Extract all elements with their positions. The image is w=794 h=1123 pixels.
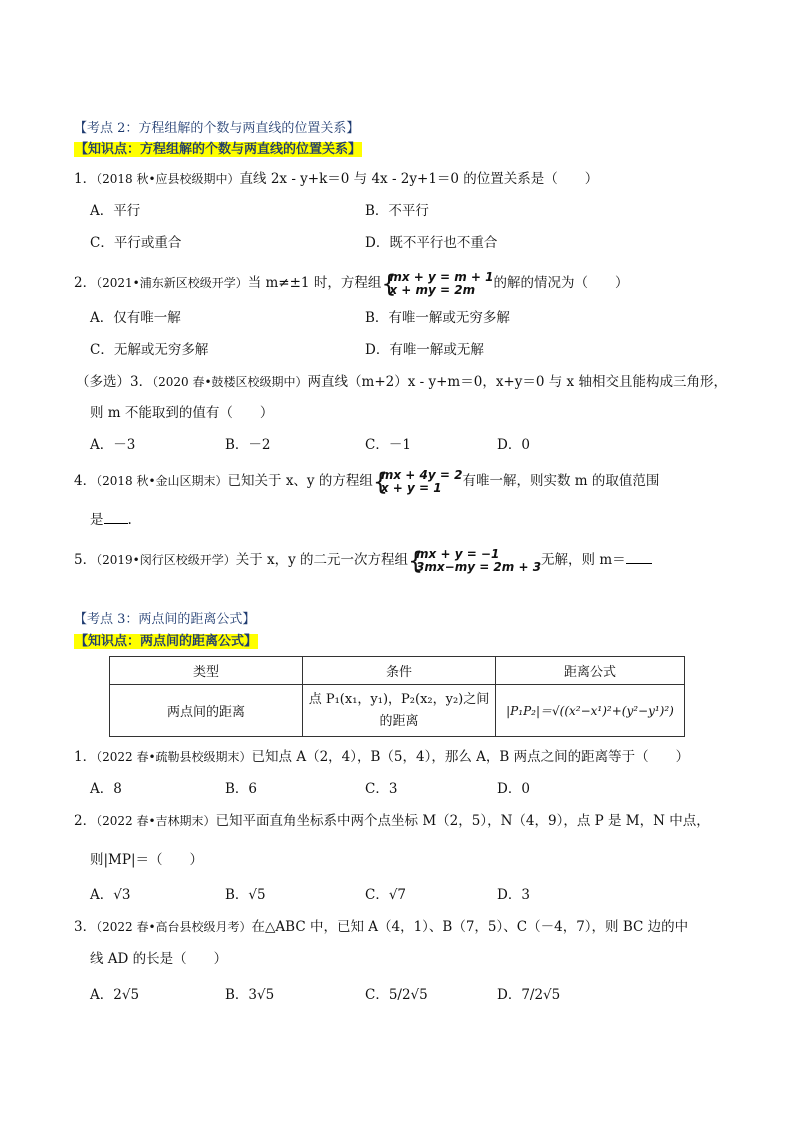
- option-c: C．－1: [365, 437, 411, 453]
- option-b: B．3√5: [225, 987, 275, 1003]
- option-d: D．0: [497, 437, 530, 453]
- question-2-line2: 则|MP|＝（ ）: [90, 852, 204, 868]
- answer-blank[interactable]: [104, 511, 128, 524]
- option-d: D．7/2√5: [497, 987, 561, 1003]
- equation-system: { mx + y = −1 3mx−my = 2m + 3: [408, 546, 542, 575]
- option-c: C．5/2√5: [365, 987, 428, 1003]
- question-4: 4．（2018 秋•金山区期末）已知关于 x、y 的方程组 { mx + 4y = 2 x + y = 1 有唯一解，则实数 m 的取值范围: [74, 467, 660, 496]
- table-header: 类型: [110, 657, 303, 685]
- option-c: C．3: [365, 781, 398, 797]
- option-b: B．－2: [225, 437, 271, 453]
- option-d: D．既不平行也不重合: [365, 235, 498, 251]
- table-cell-line: 点 P₁(x₁，y₁)，P₂(x₂，y₂)之间: [308, 691, 490, 707]
- question-2: 2．（2022 春•吉林期末）已知平面直角坐标系中两个点坐标 M（2，5），N（4，9），点 P 是 M，N 中点，: [74, 813, 710, 829]
- option-b: B．√5: [225, 887, 266, 903]
- option-a: A．仅有唯一解: [90, 310, 181, 326]
- formula-table: [109, 656, 685, 737]
- option-d: D．有唯一解或无解: [365, 342, 484, 358]
- question-2: 2．（2021•浦东新区校级开学）当 m≠±1 时，方程组 { mx + y = m + 1 x + my = 2m 的解的情况为（ ）: [74, 269, 629, 298]
- question-5: 5．（2019•闵行区校级开学）关于 x，y 的二元一次方程组 { mx + y = −1 3mx−my = 2m + 3 无解，则 m＝: [74, 545, 652, 575]
- question-3: 3．（2022 春•高台县校级月考）在△ABC 中，已知 A（4，1）、B（7，5）、C（－4，7），则 BC 边的中: [74, 919, 689, 935]
- answer-blank[interactable]: [626, 551, 652, 564]
- table-header: 条件: [303, 657, 496, 685]
- option-a: A．2√5: [90, 987, 140, 1003]
- question-3-line2: 线 AD 的长是（ ）: [90, 951, 228, 967]
- option-d: D．3: [497, 887, 530, 903]
- knowledge-point: 【知识点：两点间的距离公式】: [75, 634, 258, 649]
- table-cell-line: 的距离: [379, 713, 419, 729]
- option-d: D．0: [497, 781, 530, 797]
- option-c: C．√7: [365, 887, 407, 903]
- option-b: B．有唯一解或无穷多解: [365, 310, 510, 326]
- option-a: A．8: [90, 781, 122, 797]
- question-4-line2: 是 .: [90, 512, 132, 528]
- table-cell: 两点间的距离: [110, 685, 303, 737]
- question-1: 1．（2022 春•疏勒县校级期末）已知点 A（2，4），B（5，4），那么 A，B 两点之间的距离等于（ ）: [74, 749, 690, 765]
- option-b: B．不平行: [365, 203, 429, 219]
- option-c: C．无解或无穷多解: [90, 342, 209, 358]
- option-a: A．平行: [90, 203, 141, 219]
- section-title: 【考点 2：方程组解的个数与两直线的位置关系】: [74, 121, 360, 136]
- table-cell: [303, 685, 496, 737]
- option-c: C．平行或重合: [90, 235, 182, 251]
- equation-system: { mx + 4y = 2 x + y = 1: [372, 467, 463, 496]
- table-cell: |P₁P₂|＝√((x²−x¹)²+(y²−y¹)²): [496, 685, 685, 737]
- table-header: 距离公式: [496, 657, 685, 685]
- question-1: 1．（2018 秋•应县校级期中）直线 2x - y+k＝0 与 4x - 2y+1＝0 的位置关系是（ ）: [74, 171, 599, 187]
- option-a: A．－3: [90, 437, 136, 453]
- question-3-line2: 则 m 不能取到的值有（ ）: [90, 405, 274, 421]
- section-title: 【考点 3：两点间的距离公式】: [74, 612, 256, 627]
- question-3: （多选）3．（2020 春•鼓楼区校级期中）两直线（m+2）x - y+m＝0，x+y＝0 与 x 轴相交且能构成三角形，: [76, 374, 727, 390]
- option-a: A．√3: [90, 887, 131, 903]
- equation-system: { mx + y = m + 1 x + my = 2m: [381, 269, 494, 298]
- knowledge-point: 【知识点：方程组解的个数与两直线的位置关系】: [75, 142, 362, 157]
- option-b: B．6: [225, 781, 258, 797]
